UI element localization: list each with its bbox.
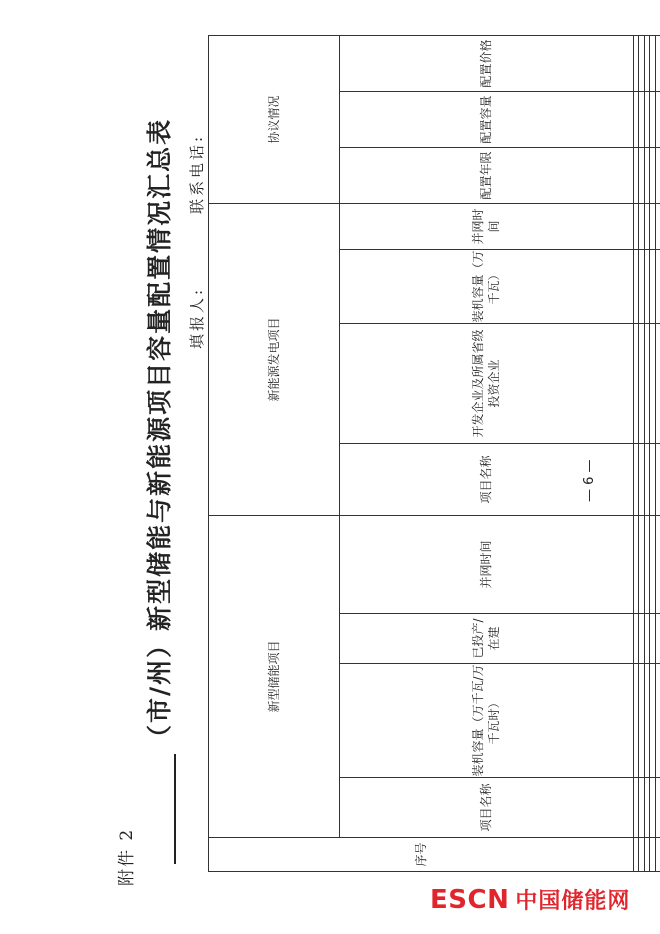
storage-col-header: 并网时间 (339, 515, 633, 613)
table-cell[interactable] (655, 664, 660, 778)
table-cell[interactable] (655, 91, 660, 147)
table-cell[interactable] (655, 147, 660, 203)
filler-label: 填报人: (188, 286, 206, 349)
table-cell[interactable] (655, 203, 660, 249)
storage-col-header: 装机容量（万千瓦/万千瓦时） (339, 664, 633, 778)
phone-label: 联系电话: (188, 133, 206, 214)
empty-rows (633, 35, 660, 871)
renewable-col-header: 开发企业及所属省级投资企业 (339, 323, 633, 443)
agreement-col-header: 配置容量 (339, 91, 633, 147)
storage-col-header: 项目名称 (339, 778, 633, 838)
seq-header: 序号 (209, 838, 634, 872)
table-cell[interactable] (655, 778, 660, 838)
table-cell[interactable] (655, 515, 660, 613)
table-cell[interactable] (655, 35, 660, 91)
watermark-brand: ESCN (430, 885, 510, 915)
attachment-label: 附件 2 (117, 827, 137, 886)
table-cell[interactable] (655, 323, 660, 443)
title-blank-line (152, 754, 176, 864)
agreement-col-header: 配置年限 (339, 147, 633, 203)
storage-col-header: 已投产/在建 (339, 614, 633, 664)
table-cell[interactable] (655, 614, 660, 664)
agreement-col-header: 配置价格 (339, 35, 633, 91)
page-number: — 6 — (582, 459, 597, 502)
renewable-col-header: 装机容量（万千瓦） (339, 249, 633, 323)
storage-group-header: 新型储能项目 (209, 515, 340, 837)
watermark-name: 中国储能网 (515, 889, 631, 914)
renewable-col-header: 项目名称 (339, 443, 633, 515)
agreement-group-header: 协议情况 (209, 35, 340, 203)
summary-table (208, 35, 660, 872)
renewable-col-header: 并网时间 (339, 203, 633, 249)
table-cell[interactable] (655, 249, 660, 323)
title-text: （市/州）新型储能与新能源项目容量配置情况汇总表 (145, 117, 174, 750)
watermark-logo (430, 884, 630, 915)
table-row (655, 35, 660, 871)
table-cell[interactable] (655, 838, 660, 872)
page-title (140, 104, 176, 864)
renewable-group-header: 新能源发电项目 (209, 203, 340, 515)
table-cell[interactable] (655, 443, 660, 515)
